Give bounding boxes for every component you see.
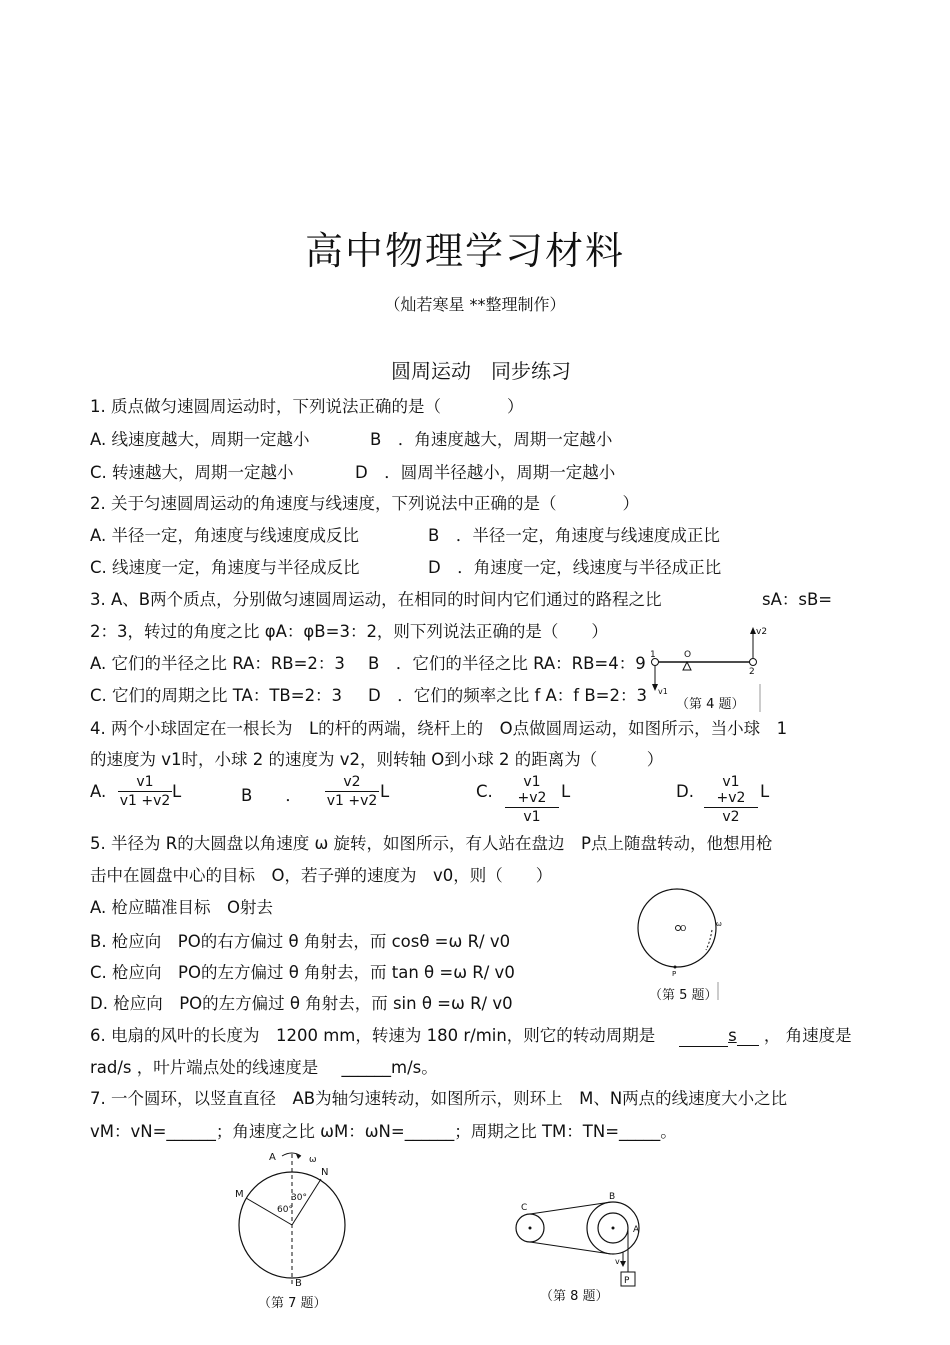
- figure-7-caption: （第 7 题）: [258, 1296, 327, 1311]
- figure-8-caption: （第 8 题）: [540, 1289, 609, 1304]
- fraction-denominator: v1 +v2: [119, 793, 171, 809]
- question-2-option-c: C. 线速度一定，角速度与半径成反比: [90, 558, 360, 577]
- question-5-option-b: B. 枪应向 PO的右方偏过 θ 角射去，而 cosθ =ω R/ v0: [90, 932, 511, 951]
- question-4-option-d-label: D.: [676, 782, 694, 801]
- question-4-option-c-label: C.: [476, 782, 493, 801]
- question-4-stem-line2: 的速度为 v1时，小球 2 的速度为 v2，则转轴 O到小球 2 的距离为（ ）: [90, 750, 664, 769]
- question-1-option-a: A. 线速度越大，周期一定越小: [90, 430, 310, 449]
- figure-4-label-v2: v2: [756, 627, 768, 637]
- question-6-unit-1: s: [728, 1026, 737, 1045]
- question-1-option-c: C. 转速越大，周期一定越小: [90, 463, 294, 482]
- figure-8-label-p: P: [624, 1276, 630, 1286]
- question-4-option-b-tail: L: [380, 782, 390, 801]
- question-4-option-a-label: A.: [90, 782, 107, 801]
- question-2-option-b: B ．半径一定，角速度与线速度成正比: [428, 526, 720, 545]
- question-6-line1: [90, 1022, 852, 1047]
- section-heading: 圆周运动 同步练习: [391, 359, 571, 383]
- figure-7-label-a: A: [269, 1152, 276, 1163]
- fraction-numerator: v1 +v2: [505, 774, 559, 808]
- figure-4-label-2: 2: [749, 667, 755, 677]
- question-3-stem-line2: 2：3，转过的角度之比 φA：φB=3：2，则下列说法正确的是（ ）: [90, 622, 608, 641]
- question-3-option-c: C. 它们的周期之比 TA：TB=2：3: [90, 686, 343, 705]
- question-6-text-a: 6. 电扇的风叶的长度为 1200 mm，转速为 180 r/min，则它的转动周期是: [90, 1026, 656, 1045]
- question-4-option-a-tail: L: [172, 782, 182, 801]
- question-2-stem: 2. 关于匀速圆周运动的角速度与线速度，下列说法中正确的是（ ）: [90, 494, 639, 513]
- figure-8-label-v: v: [615, 1257, 620, 1266]
- question-5-option-a: A. 枪应瞄准目标 O射去: [90, 898, 273, 917]
- question-4-option-b-fraction: [325, 774, 379, 809]
- question-4-option-d-fraction: [704, 774, 758, 825]
- question-3-option-d: D ．它们的频率之比 f A：f B=2：3: [368, 686, 647, 705]
- fraction-denominator: v1 +v2: [326, 793, 378, 809]
- figure-4-label-1: 1: [650, 650, 656, 660]
- figure-4-label-o: O: [684, 650, 692, 660]
- question-2-option-a: A. 半径一定，角速度与线速度成反比: [90, 526, 359, 545]
- figure-7-label-30: 30°: [291, 1193, 307, 1203]
- figure-8-label-c: C: [521, 1203, 528, 1213]
- page-subtitle: （灿若寒星 **整理制作）: [384, 295, 566, 314]
- question-4-option-b-label: B ．: [241, 786, 302, 805]
- fraction-numerator: v1: [118, 774, 172, 792]
- figure-8-label-b: B: [609, 1192, 616, 1202]
- figure-7-label-60: 60°: [277, 1205, 293, 1215]
- figure-4-caption: （第 4 题）: [676, 697, 745, 712]
- question-5-stem-line2: 击中在圆盘中心的目标 O，若子弹的速度为 v0，则（ ）: [90, 866, 553, 885]
- question-6-text-c: rad/s ，叶片端点处的线速度是: [90, 1058, 319, 1077]
- figure-8-diagram: [505, 1188, 650, 1288]
- figure-5-label-p: P: [672, 970, 677, 978]
- figure-5-diagram: [632, 882, 727, 977]
- figure-5-label-o: O: [680, 924, 687, 933]
- question-6-unit-2: m/s。: [391, 1058, 438, 1077]
- question-3-stem-line1: 3. A、B两个质点，分别做匀速圆周运动，在相同的时间内它们通过的路程之比: [90, 590, 662, 609]
- question-1-option-d: D ．圆周半径越小，周期一定越小: [355, 463, 616, 482]
- question-4-stem-line1: 4. 两个小球固定在一根长为 L的杆的两端，绕杆上的 O点做圆周运动，如图所示，当小球 1: [90, 719, 788, 738]
- figure-7-label-b: B: [295, 1278, 302, 1289]
- question-4-option-d-tail: L: [760, 782, 770, 801]
- question-5-option-d: D. 枪应向 PO的左方偏过 θ 角射去，而 sin θ =ω R/ v0: [90, 994, 513, 1013]
- question-6-blank-2: ______: [341, 1058, 392, 1077]
- fraction-numerator: v2: [325, 774, 379, 792]
- question-5-option-c: C. 枪应向 PO的左方偏过 θ 角射去，而 tan θ =ω R/ v0: [90, 963, 515, 982]
- figure-5-label-omega: ω: [716, 920, 722, 928]
- question-4-option-a-fraction: [118, 774, 172, 809]
- fraction-numerator: v1 +v2: [704, 774, 758, 808]
- question-1-stem: 1. 质点做匀速圆周运动时，下列说法正确的是（ ）: [90, 397, 524, 416]
- figure-7-diagram: [225, 1148, 360, 1288]
- figure-8-label-a: A: [633, 1225, 640, 1235]
- figure-7-label-n: N: [321, 1167, 329, 1178]
- question-1-option-b: B ．角速度越大，周期一定越小: [370, 430, 613, 449]
- question-6-line2: [90, 1054, 438, 1078]
- figure-7-label-m: M: [235, 1189, 244, 1200]
- question-6-text-b: ， 角速度是: [763, 1026, 852, 1045]
- question-3-option-a: A. 它们的半径之比 RA：RB=2：3: [90, 654, 345, 673]
- question-2-option-d: D ．角速度一定，线速度与半径成正比: [428, 558, 722, 577]
- blank-underline: [737, 1026, 759, 1046]
- question-4-option-c-tail: L: [561, 782, 571, 801]
- question-6-blank-1: [679, 1022, 729, 1047]
- fraction-denominator: v2: [722, 809, 740, 825]
- figure-4-label-v1: v1: [658, 687, 668, 696]
- question-3-ratio: sA：sB=: [762, 590, 833, 609]
- question-7-stem-line1: 7. 一个圆环，以竖直直径 AB为轴匀速转动，如图所示，则环上 M、N两点的线速度大小之比: [90, 1089, 788, 1108]
- fraction-denominator: v1: [523, 809, 541, 825]
- page-title: 高中物理学习材料: [304, 229, 625, 273]
- figure-7-label-omega: ω: [309, 1155, 317, 1165]
- question-3-option-b: B ．它们的半径之比 RA：RB=4：9: [368, 654, 646, 673]
- question-4-option-c-fraction: [505, 774, 559, 825]
- question-7-stem-line2: vM：vN=______；角速度之比 ωM：ωN=______；周期之比 TM：TN=_____。: [90, 1122, 677, 1141]
- question-5-stem-line1: 5. 半径为 R的大圆盘以角速度 ω 旋转，如图所示，有人站在盘边 P点上随盘转动，他想用枪: [90, 834, 773, 853]
- figure-5-caption: （第 5 题）: [649, 988, 718, 1003]
